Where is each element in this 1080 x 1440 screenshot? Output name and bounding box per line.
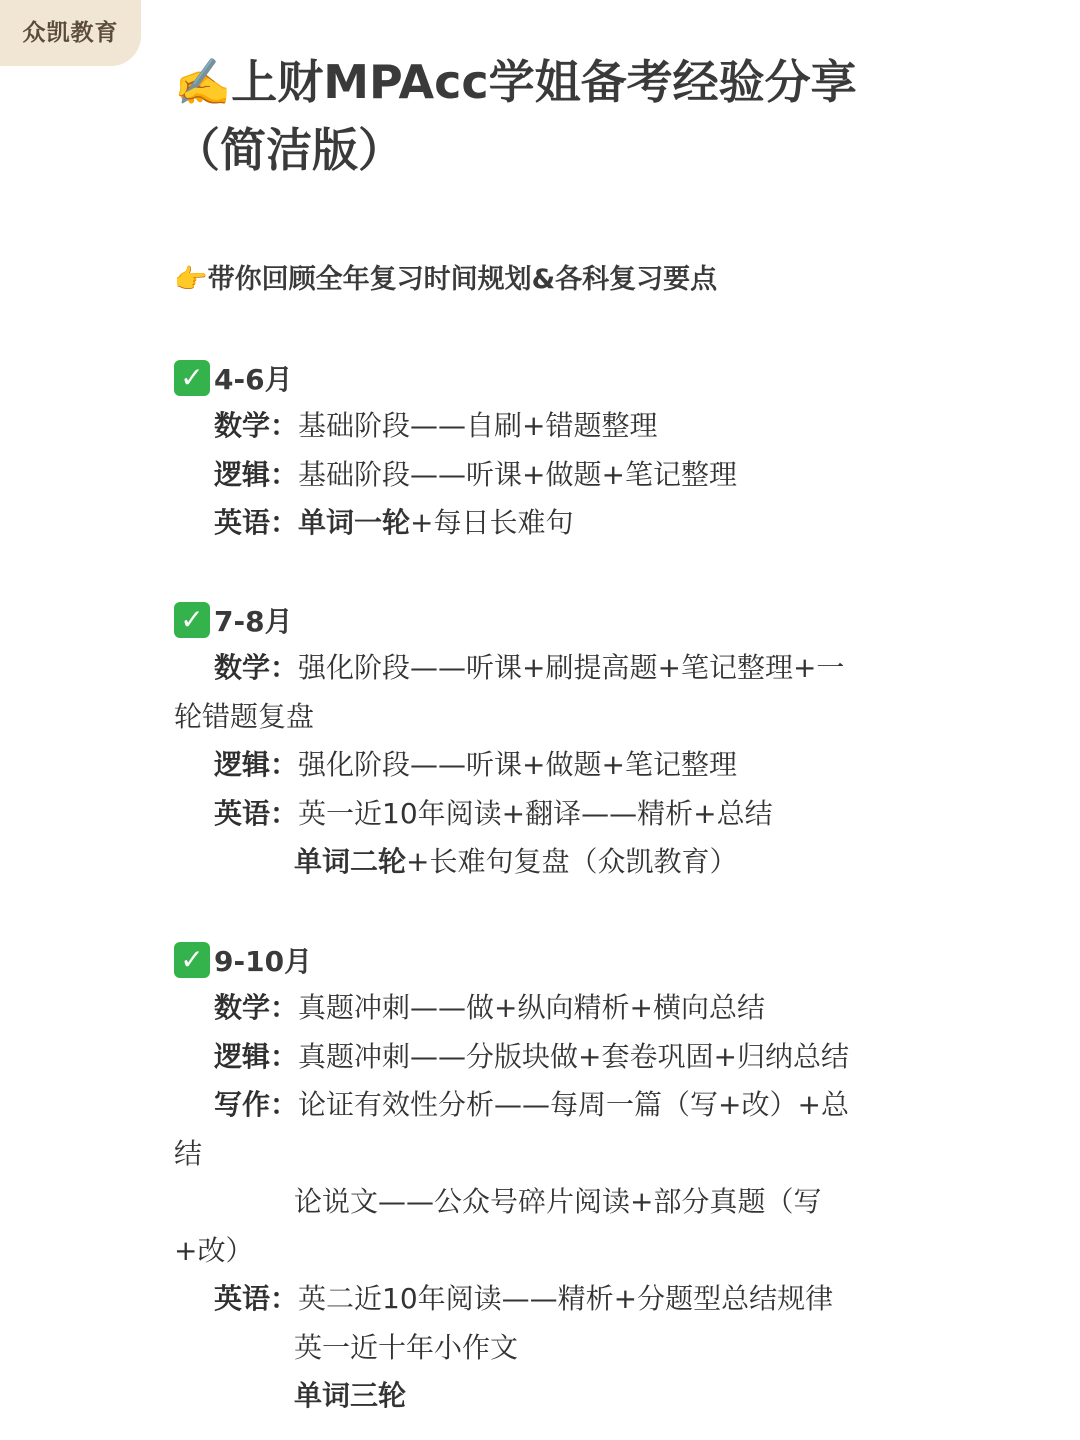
plan-line-english bbox=[174, 499, 934, 548]
plan-text: 强化阶段——听课+刷提高题+笔记整理+一 bbox=[298, 651, 845, 684]
period-section-2 bbox=[174, 596, 934, 887]
subject-label: 写作： bbox=[214, 1088, 299, 1121]
plan-line-continuation: 轮错题复盘 bbox=[174, 699, 315, 733]
plan-line-english bbox=[174, 1275, 934, 1324]
writing-hand-icon: ✍️ bbox=[174, 55, 232, 109]
subject-label: 英语： bbox=[214, 796, 299, 830]
period-heading bbox=[174, 936, 934, 984]
period-heading bbox=[174, 596, 934, 644]
plan-line-writing-2: 论说文——公众号碎片阅读+部分真题（写 bbox=[294, 1185, 822, 1218]
period-title: 7-8月 bbox=[214, 605, 293, 638]
plan-line-continuation: 结 bbox=[174, 1136, 203, 1170]
plan-text: 强化阶段——听课+做题+笔记整理 bbox=[298, 748, 737, 781]
check-mark-icon: ✓ bbox=[174, 942, 210, 978]
subject-label: 数学： bbox=[214, 991, 299, 1024]
plan-line-english bbox=[174, 790, 934, 839]
plan-line-logic bbox=[174, 741, 934, 790]
plan-line-math bbox=[174, 402, 934, 451]
plan-text: 真题冲刺——做+纵向精析+横向总结 bbox=[298, 991, 765, 1024]
brand-tag: 众凯教育 bbox=[0, 0, 141, 66]
subtitle-text: 带你回顾全年复习时间规划&各科复习要点 bbox=[207, 264, 718, 295]
plan-line-english-2: 英一近十年小作文 bbox=[294, 1330, 519, 1364]
period-section-3 bbox=[174, 936, 934, 1421]
plan-text-bold: 单词一轮 bbox=[298, 506, 411, 539]
period-section-1 bbox=[174, 354, 934, 548]
subject-label: 数学： bbox=[214, 651, 299, 684]
page-title-text: 上财MPAcc学姐备考经验分享（简洁版） bbox=[174, 55, 857, 177]
subject-label: 逻辑： bbox=[214, 457, 299, 491]
plan-text: 论证有效性分析——每周一篇（写+改）+总 bbox=[298, 1088, 849, 1121]
subject-label: 英语： bbox=[214, 506, 299, 539]
plan-line-logic bbox=[174, 451, 934, 500]
plan-line-continuation: +改） bbox=[174, 1233, 254, 1267]
plan-line-math bbox=[174, 984, 934, 1033]
plan-text: 英二近10年阅读——精析+分题型总结规律 bbox=[298, 1282, 834, 1315]
period-heading bbox=[174, 354, 934, 402]
plan-text: +每日长难句 bbox=[410, 506, 574, 539]
subject-label: 逻辑： bbox=[214, 748, 299, 781]
plan-line-english-3: 单词三轮 bbox=[294, 1379, 407, 1412]
subject-label: 逻辑： bbox=[214, 1039, 299, 1073]
plan-line-math bbox=[174, 644, 934, 693]
subtitle bbox=[174, 260, 974, 300]
check-mark-icon: ✓ bbox=[174, 360, 210, 396]
pointing-hand-icon: 👉 bbox=[174, 264, 208, 295]
check-mark-icon: ✓ bbox=[174, 602, 210, 638]
period-title: 9-10月 bbox=[214, 945, 313, 978]
plan-text: 真题冲刺——分版块做+套卷巩固+归纳总结 bbox=[298, 1039, 849, 1073]
subject-label: 英语： bbox=[214, 1282, 299, 1315]
subject-label: 数学： bbox=[214, 409, 299, 442]
plan-line-writing bbox=[174, 1081, 934, 1130]
plan-text: +长难句复盘（众凯教育） bbox=[406, 845, 738, 878]
page-title bbox=[174, 48, 894, 184]
plan-text: 基础阶段——自刷+错题整理 bbox=[298, 409, 658, 442]
plan-text: 基础阶段——听课+做题+笔记整理 bbox=[298, 457, 737, 491]
plan-line-logic bbox=[174, 1033, 934, 1082]
plan-line-english-2 bbox=[174, 838, 934, 887]
plan-text: 英一近10年阅读+翻译——精析+总结 bbox=[298, 796, 773, 830]
period-title: 4-6月 bbox=[214, 363, 293, 396]
plan-text-bold: 单词二轮 bbox=[294, 845, 407, 878]
